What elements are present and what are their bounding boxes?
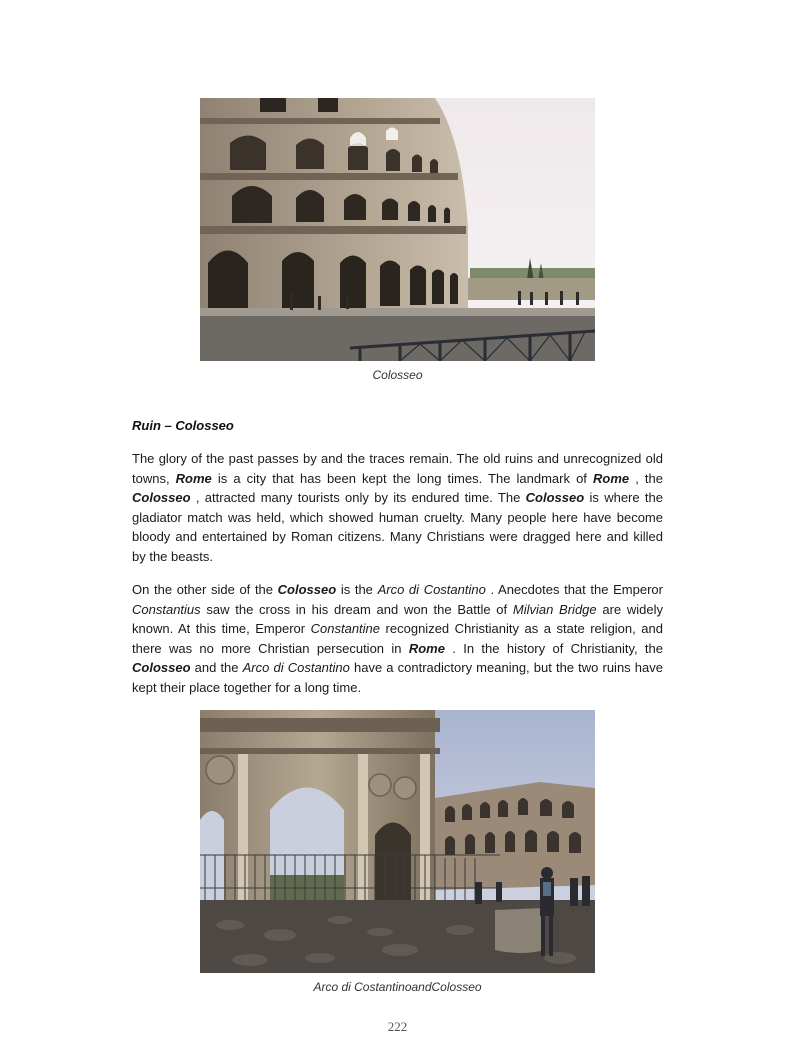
text-run: and the [190, 660, 243, 675]
text-run: , attracted many tourists only by its endured time. The [190, 490, 526, 505]
text-run: The glory of the past passes by and the traces remain. The old ruins and unrecognized old towns, [132, 451, 663, 486]
colosseo-photo [200, 98, 595, 361]
text-run: saw the cross in his dream and won the Battle of [200, 601, 513, 617]
paragraph-2 [132, 580, 663, 697]
page-number: 222 [387, 1019, 408, 1034]
text-run: is the [336, 582, 378, 597]
emphasis-term: Rome [408, 640, 445, 656]
text-run: are widely known. At this time, Emperor [132, 601, 664, 636]
text-run: have a contradictory meaning, but the two ruins have kept their place together for a long time. [132, 660, 663, 695]
text-run: is where the gladiator match was held, which showed human cruelty. Many people here have become bloody and entertained by Roman citizens. Many Christians were dragged here and killed by the beasts. [132, 490, 664, 564]
text-run: recognized Christianity as a state religion, and there was no more Christian persecution in [132, 621, 663, 656]
emphasis-term: Colosseo [132, 660, 191, 675]
figure-caption-colosseo: Colosseo [372, 368, 423, 382]
italic-term: Milvian Bridge [512, 601, 597, 617]
arco-di-costantino-photo [200, 710, 595, 973]
emphasis-term: Rome [593, 470, 630, 486]
text-run: . Anecdotes that the Emperor [485, 582, 663, 597]
section-heading: Ruin – Colosseo [132, 418, 234, 433]
italic-term: Arco di Costantino [242, 660, 350, 675]
emphasis-term: Rome [175, 470, 212, 486]
text-run: . In the history of Christianity, the [444, 640, 664, 656]
text-run: is a city that has been kept the long times. The landmark of [211, 470, 593, 486]
paragraph-1 [132, 449, 663, 566]
italic-term: Constantius [132, 601, 201, 617]
figure-caption-arco: Arco di CostantinoandColosseo [313, 980, 482, 994]
italic-term: Arco di Costantino [377, 582, 486, 597]
text-run: , the [629, 470, 663, 486]
emphasis-term: Colosseo [132, 490, 191, 505]
italic-term: Constantine [310, 621, 381, 636]
emphasis-term: Colosseo [277, 582, 337, 597]
text-run: On the other side of the [132, 582, 278, 597]
emphasis-term: Colosseo [525, 490, 585, 505]
